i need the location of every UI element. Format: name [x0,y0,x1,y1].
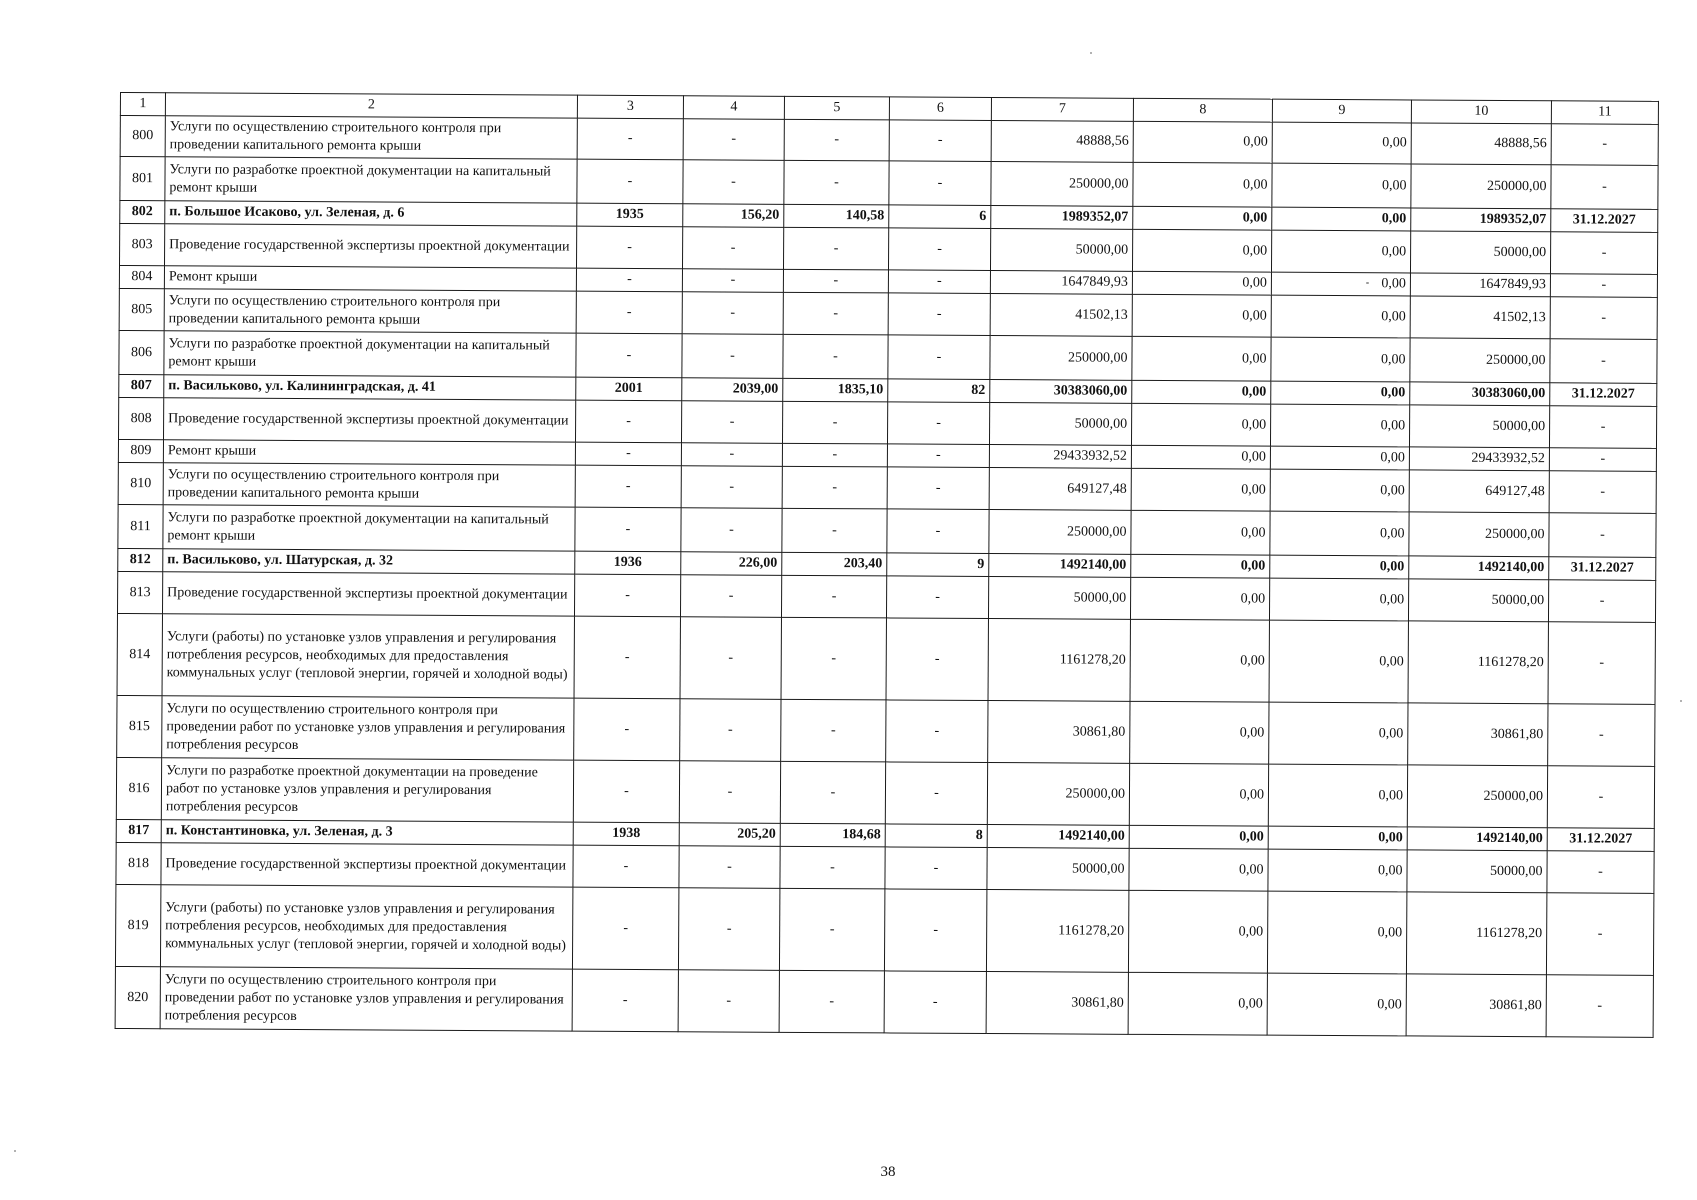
col-5-cell: - [784,119,889,161]
work-name-cell: Услуги по разработке проектной документации на капитальный ремонт крыши [165,157,577,203]
col-5-cell: - [780,846,885,889]
col-8-cell: 0,00 [1132,294,1271,337]
col-6-cell: 6 [889,205,991,229]
row-number-cell: 815 [117,695,162,757]
col-6-cell: - [886,618,988,701]
col-9-cell: 0,00 [1271,337,1410,382]
col-8-cell: 0,00 [1133,206,1272,230]
col-9-cell: 0,00 [1268,826,1407,850]
col-5-cell: 1835,10 [783,378,888,402]
column-header: 3 [577,95,683,119]
col-3-cell: - [577,118,683,160]
col-10-cell: 30861,80 [1406,974,1546,1037]
row-number-cell: 808 [118,397,163,439]
col-5-cell: 184,68 [780,823,885,847]
col-6-cell: - [886,700,988,763]
col-4-cell: - [680,699,781,762]
col-10-cell: 1989352,07 [1411,208,1551,232]
row-number-cell: 803 [120,224,165,266]
col-7-cell: 250000,00 [987,763,1129,826]
col-10-cell: 649127,48 [1409,470,1549,513]
col-6-cell: 82 [888,379,990,403]
col-5-cell: - [783,227,888,270]
col-3-cell: - [574,574,680,617]
work-name-cell: Проведение государственной экспертизы проектной документации [161,843,573,887]
col-9-cell: 0,00 [1267,973,1406,1036]
col-10-cell: 250000,00 [1407,765,1547,828]
col-7-cell: 1492140,00 [989,554,1131,578]
col-9-cell: 0,00 [1272,207,1411,231]
col-6-cell: - [888,228,990,271]
col-5-cell: - [782,508,887,553]
col-7-cell: 1989352,07 [991,206,1133,230]
col-11-cell: - [1551,124,1658,166]
col-10-cell: 48888,56 [1411,123,1551,165]
col-11-cell: - [1546,893,1653,976]
col-4-cell: - [682,269,783,293]
col-5-cell: - [781,575,886,618]
row-number-cell: 802 [120,201,165,224]
col-8-cell: 0,00 [1130,701,1269,764]
col-10-cell: 50000,00 [1410,231,1550,274]
col-4-cell: - [679,761,780,824]
col-5-cell: - [783,334,888,379]
col-5-cell: - [781,617,886,700]
col-9-cell: 0,00 [1271,295,1410,338]
col-11-cell: - [1550,232,1657,275]
col-8-cell: 0,00 [1131,554,1270,578]
col-3-cell: - [575,442,681,466]
col-3-cell: - [574,616,680,699]
col-7-cell: 50000,00 [988,577,1130,620]
col-9-cell: 0,00 [1270,555,1409,579]
col-11-cell: - [1547,766,1654,829]
col-5-cell: 140,58 [784,204,889,228]
col-10-cell: 29433932,52 [1409,447,1549,471]
col-3-cell: 1935 [577,203,683,227]
col-8-cell: 0,00 [1132,271,1271,295]
col-7-cell: 1492140,00 [987,825,1129,849]
column-header: 11 [1551,101,1658,125]
col-7-cell: 50000,00 [987,848,1129,891]
work-row [115,966,1653,1037]
col-3-cell: - [575,507,681,552]
col-3-cell: - [573,845,679,888]
col-4-cell: - [678,888,779,971]
col-4-cell: - [681,443,782,467]
column-header: 2 [165,93,577,118]
column-header: 10 [1411,100,1551,124]
col-11-cell: - [1549,448,1656,472]
work-name-cell: п. Васильково, ул. Калининградская, д. 41 [164,375,576,400]
col-10-cell: 30861,80 [1408,703,1548,766]
work-row [117,695,1655,766]
col-6-cell: 8 [885,824,987,848]
col-6-cell: - [889,120,991,162]
col-3-cell: - [572,969,678,1032]
col-11-cell: - [1550,274,1657,298]
col-4-cell: - [682,227,783,270]
col-7-cell: 50000,00 [990,229,1132,272]
col-6-cell: - [884,889,986,972]
col-11-cell: - [1549,513,1656,558]
col-9-cell: 0,00 [1270,511,1409,556]
col-3-cell: - [574,698,680,761]
col-10-cell: 1647849,93 [1410,273,1550,297]
col-10-cell: 250000,00 [1411,164,1551,209]
row-number-cell: 817 [116,819,161,842]
col-3-cell: - [575,465,681,508]
col-8-cell: 0,00 [1130,619,1269,702]
col-10-cell: 50000,00 [1408,579,1548,622]
col-3-cell: - [577,159,683,204]
work-name-cell: Проведение государственной экспертизы проектной документации [163,398,575,442]
col-8-cell: 0,00 [1129,825,1268,849]
col-4-cell: - [679,846,780,889]
col-4-cell: - [682,334,783,379]
scan-speck [14,1150,16,1152]
col-4-cell: - [683,119,784,161]
col-10-cell: 50000,00 [1409,405,1549,448]
col-9-cell: 0,00 [1269,578,1408,621]
col-4-cell: 205,20 [679,823,780,847]
work-name-cell: Услуги по разработке проектной документации на проведение работ по установке узлов управления и регулирования потребления ресурсов [161,758,573,822]
work-name-cell: п. Васильково, ул. Шатурская, д. 32 [163,549,575,574]
col-3-cell: - [576,268,682,292]
work-name-cell: Ремонт крыши [163,440,575,465]
col-9-cell: 0,00 [1271,381,1410,405]
scan-speck [1090,52,1092,54]
work-name-cell: Услуги по осуществлению строительного контроля при проведении капитального ремонта крыши [165,116,577,159]
col-7-cell: 30861,80 [988,701,1130,764]
col-5-cell: - [779,970,884,1033]
row-number-cell: 810 [118,462,163,504]
col-9-cell: 0,00 [1271,272,1410,296]
work-row [116,757,1654,828]
col-6-cell: - [888,293,990,336]
col-8-cell: 0,00 [1132,380,1271,404]
col-4-cell: 226,00 [681,552,782,576]
col-9-cell: 0,00 [1272,163,1411,208]
col-7-cell: 30861,80 [986,972,1128,1035]
col-11-cell: 31.12.2027 [1547,828,1654,852]
col-3-cell: - [576,291,682,334]
col-7-cell: 50000,00 [989,403,1131,446]
col-9-cell: 0,00 [1269,702,1408,765]
repair-plan-table [115,92,1659,1038]
col-7-cell: 649127,48 [989,468,1131,511]
col-9-cell: 0,00 [1271,230,1410,273]
row-number-cell: 811 [118,504,163,548]
col-9-cell: 0,00 [1272,122,1411,164]
work-name-cell: Услуги по осуществлению строительного контроля при проведении работ по установке узлов управления и регулирования потребления ресурсов [160,967,572,1031]
col-7-cell: 30383060,00 [990,380,1132,404]
col-5-cell: - [783,269,888,293]
col-7-cell: 1161278,20 [986,890,1128,973]
col-5-cell: - [784,160,889,205]
work-name-cell: Услуги по разработке проектной документации на капитальный ремонт крыши [164,331,576,377]
col-10-cell: 1492140,00 [1409,556,1549,580]
col-3-cell: - [575,400,681,443]
col-8-cell: 0,00 [1128,890,1267,973]
col-11-cell: - [1549,471,1656,514]
col-4-cell: - [682,292,783,335]
work-name-cell: Услуги (работы) по установке узлов управления и регулирования потребления ресурсов, необходимых для предоставления коммунальных услуг (тепловой энергии, горячей и холодной воды) [160,885,572,969]
work-name-cell: п. Константиновка, ул. Зеленая, д. 3 [161,820,573,845]
col-6-cell: 9 [887,553,989,577]
col-3-cell: 1938 [573,822,679,846]
col-4-cell: 2039,00 [682,378,783,402]
col-9-cell: 0,00 [1270,404,1409,447]
col-6-cell: - [886,576,988,619]
table-body [115,116,1658,1038]
col-4-cell: - [681,401,782,444]
column-header: 6 [889,97,991,121]
col-7-cell: 1647849,93 [990,271,1132,295]
col-8-cell: 0,00 [1131,445,1270,469]
col-4-cell: 156,20 [683,204,784,228]
col-8-cell: 0,00 [1131,468,1270,511]
col-11-cell: - [1551,165,1658,210]
col-3-cell: 2001 [576,377,682,401]
col-11-cell: 31.12.2027 [1549,557,1656,581]
col-6-cell: - [887,509,989,554]
row-number-cell: 818 [116,842,161,884]
work-name-cell: Проведение государственной экспертизы проектной документации [162,572,574,616]
col-8-cell: 0,00 [1129,763,1268,826]
col-11-cell: 31.12.2027 [1550,383,1657,407]
col-3-cell: - [576,333,682,378]
col-7-cell: 1161278,20 [988,619,1130,702]
col-8-cell: 0,00 [1128,972,1267,1035]
col-5-cell: - [779,888,884,971]
col-4-cell: - [683,160,784,205]
col-6-cell: - [889,161,991,206]
col-10-cell: 50000,00 [1407,850,1547,893]
col-7-cell: 48888,56 [991,121,1133,163]
work-name-cell: Услуги по осуществлению строительного контроля при проведении капитального ремонта крыши [164,289,576,333]
row-number-cell: 816 [116,757,161,819]
col-6-cell: - [884,971,986,1034]
col-10-cell: 30383060,00 [1410,382,1550,406]
col-7-cell: 250000,00 [989,510,1131,555]
column-header: 5 [784,96,889,120]
col-6-cell: - [887,444,989,468]
row-number-cell: 819 [115,884,160,966]
work-name-cell: Ремонт крыши [164,266,576,291]
col-5-cell: - [782,401,887,444]
work-name-cell: Услуги (работы) по установке узлов управления и регулирования потребления ресурсов, необходимых для предоставления коммунальных услуг (тепловой энергии, горячей и холодной воды) [162,614,574,698]
col-11-cell: - [1548,580,1655,623]
work-name-cell: п. Большое Исаково, ул. Зеленая, д. 6 [165,201,577,226]
col-10-cell: 41502,13 [1410,296,1550,339]
col-7-cell: 250000,00 [991,162,1133,207]
col-6-cell: - [885,762,987,825]
column-header: 4 [683,96,784,120]
col-6-cell: - [887,467,989,510]
col-9-cell: 0,00 [1269,620,1408,703]
col-6-cell: - [888,335,990,380]
column-header: 9 [1272,99,1411,123]
scan-speck [1680,700,1682,702]
column-header: 8 [1133,98,1272,122]
col-5-cell: - [781,699,886,762]
col-7-cell: 250000,00 [990,336,1132,381]
col-5-cell: - [782,466,887,509]
col-10-cell: 1492140,00 [1407,827,1547,851]
col-8-cell: 0,00 [1131,510,1270,555]
work-row [115,884,1653,975]
col-10-cell: 1161278,20 [1408,621,1548,704]
work-name-cell: Услуги по осуществлению строительного контроля при проведении работ по установке узлов управления и регулирования потребления ресурсов [162,696,574,760]
col-8-cell: 0,00 [1131,403,1270,446]
col-11-cell: - [1548,622,1655,705]
col-11-cell: - [1549,406,1656,449]
col-5-cell: 203,40 [782,552,887,576]
col-10-cell: 1161278,20 [1406,892,1546,975]
column-header: 7 [991,98,1133,122]
col-5-cell: - [782,443,887,467]
row-number-cell: 820 [115,966,160,1028]
col-5-cell: - [780,761,885,824]
column-header: 1 [120,93,165,116]
col-11-cell: 31.12.2027 [1551,209,1658,233]
row-number-cell: 806 [119,330,164,374]
work-row [117,613,1655,704]
col-11-cell: - [1546,975,1653,1038]
col-3-cell: - [572,887,678,970]
row-number-cell: 800 [120,116,165,157]
work-name-cell: Услуги по разработке проектной документации на капитальный ремонт крыши [163,505,575,551]
col-9-cell: 0,00 [1267,891,1406,974]
page-number: 38 [880,1164,896,1180]
col-8-cell: 0,00 [1133,121,1272,163]
row-number-cell: 805 [119,288,164,330]
col-3-cell: 1936 [575,551,681,575]
col-4-cell: - [681,466,782,509]
col-10-cell: 250000,00 [1410,338,1550,383]
col-3-cell: - [576,226,682,269]
col-3-cell: - [573,760,679,823]
col-9-cell: 0,00 [1268,764,1407,827]
col-8-cell: 0,00 [1132,229,1271,272]
col-7-cell: 41502,13 [990,294,1132,337]
col-4-cell: - [681,508,782,553]
col-9-cell: 0,00 [1270,469,1409,512]
row-number-cell: 807 [119,374,164,397]
col-11-cell: - [1547,851,1654,894]
col-11-cell: - [1550,339,1657,384]
row-number-cell: 813 [117,571,162,613]
col-7-cell: 29433932,52 [989,445,1131,469]
row-number-cell: 801 [120,157,165,201]
work-name-cell: Проведение государственной экспертизы проектной документации [164,224,576,268]
col-8-cell: 0,00 [1129,848,1268,891]
col-4-cell: - [680,575,781,618]
col-11-cell: - [1550,297,1657,340]
col-8-cell: 0,00 [1130,577,1269,620]
col-6-cell: - [885,847,987,890]
col-6-cell: - [888,270,990,294]
col-9-cell: 0,00 [1268,849,1407,892]
col-8-cell: 0,00 [1132,336,1271,381]
row-number-cell: 809 [118,439,163,462]
row-number-cell: 814 [117,613,162,695]
col-8-cell: 0,00 [1133,162,1272,207]
row-number-cell: 804 [119,266,164,289]
col-4-cell: - [680,617,781,700]
row-number-cell: 812 [118,548,163,571]
col-10-cell: 250000,00 [1409,512,1549,557]
col-5-cell: - [783,292,888,335]
col-9-cell: 0,00 [1270,446,1409,470]
work-name-cell: Услуги по осуществлению строительного контроля при проведении капитального ремонта крыши [163,463,575,507]
col-11-cell: - [1548,704,1655,767]
scan-speck [1366,282,1369,284]
col-4-cell: - [678,970,779,1033]
col-6-cell: - [887,402,989,445]
